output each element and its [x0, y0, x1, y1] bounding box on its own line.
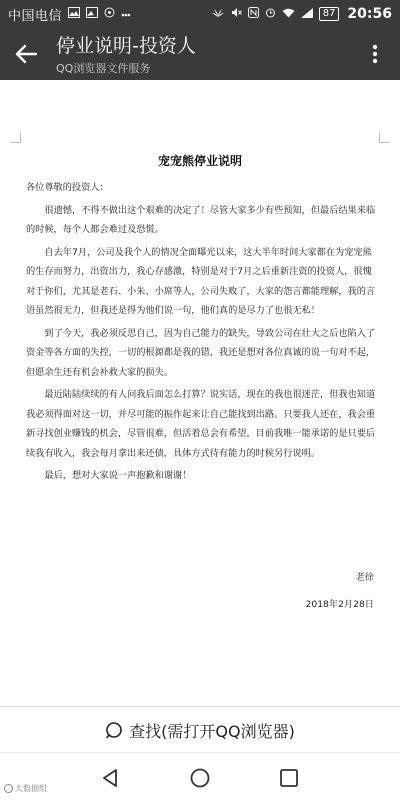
watermark	[4, 783, 47, 794]
app-bar	[0, 28, 400, 80]
document-paragraph: 到了今天，我必须反思自己，因为自己能力的缺失，导致公司在壮大之后也陷入了资金等各方面的失控，一切的根源都是我的错，我还是想对各位真诚的说一句对不起，但愿余生还有机会补救大家的损失。	[26, 327, 376, 378]
carrier-label: 中国电信	[8, 8, 63, 24]
battery-icon: 87	[319, 7, 340, 21]
page-corner-mark	[10, 132, 21, 143]
gallery-notification-icon	[86, 7, 98, 21]
find-label: 查找(需打开QQ浏览器)	[129, 721, 295, 741]
more-options-button[interactable]	[360, 38, 390, 70]
title-area	[56, 34, 350, 76]
wifi-icon	[282, 8, 295, 21]
document-paragraph: 自去年7月，公司及我个人的情况全面曝光以来，这大半年时间大家都在为宠宠熊的生存而努力，出资出力，我心存感激，特别是对于7月之后重新注资的投资人，很愧对于你们，尤其是老石、小朱、小席等人，公司失败了，大家的怨言都能理解，我的言语虽然很无力，但我还是得为他们说一句，他们真的是尽力了也很无私！	[26, 246, 376, 316]
nav-recent-apps-icon[interactable]	[278, 767, 300, 789]
document-body	[26, 178, 378, 489]
document-paragraph: 最近陆陆续续的有人问我后面怎么打算？说实话，现在的我也很迷茫，但我也知道我必须得面对这一切，并尽可能的振作起来让自己能找到出路。只要我人还在，我会重新寻找创业赚钱的机会，尽管很难，但活着总会有希望，目前我唯一能承诺的是只要后续我有收入，我会每月拿出来还债，具体方式待有能力的时候另行说明。	[26, 389, 376, 459]
document-greeting: 各位尊敬的投资人：	[26, 182, 109, 193]
mute-icon	[231, 7, 242, 21]
document-title: 宠宠熊停业说明	[157, 154, 242, 168]
document-date: 2018年2月28日	[305, 599, 374, 610]
document-signature: 老徐	[355, 572, 374, 583]
status-bar	[0, 0, 400, 28]
unknown-app-icon	[104, 7, 115, 21]
system-nav-bar	[0, 752, 400, 801]
nfc-icon	[248, 7, 259, 21]
more-vertical-icon	[372, 44, 378, 64]
page-subtitle: QQ浏览器文件服务	[56, 62, 151, 75]
signal-icon	[301, 8, 313, 21]
watermark-logo-icon	[4, 784, 13, 793]
page-title: 停业说明-投资人	[56, 35, 196, 57]
document-paragraph: 很遗憾，不得不做出这个艰难的决定了！尽管大家多少有些预知，但最后结果来临的时候，每个人都会难过及恐慌。	[26, 204, 376, 235]
nav-home-icon[interactable]	[189, 767, 211, 789]
status-left	[8, 5, 131, 24]
status-right	[211, 6, 392, 22]
document-viewer[interactable]	[0, 80, 400, 706]
back-arrow-icon	[15, 44, 37, 64]
watermark-text: 大数据组	[15, 784, 47, 793]
dots-notification-icon	[121, 8, 131, 21]
find-button[interactable]	[0, 706, 400, 753]
clock: 20:56	[347, 6, 392, 22]
alarm-icon	[265, 7, 276, 21]
search-icon	[105, 721, 123, 739]
page-corner-mark	[379, 132, 390, 143]
document-paragraph: 最后，想对大家说一声抱歉和谢谢！	[44, 470, 192, 481]
nav-back-icon[interactable]	[100, 767, 122, 789]
back-button[interactable]	[8, 36, 44, 72]
photo-notification-icon	[68, 7, 80, 21]
huawei-icon	[211, 7, 225, 21]
